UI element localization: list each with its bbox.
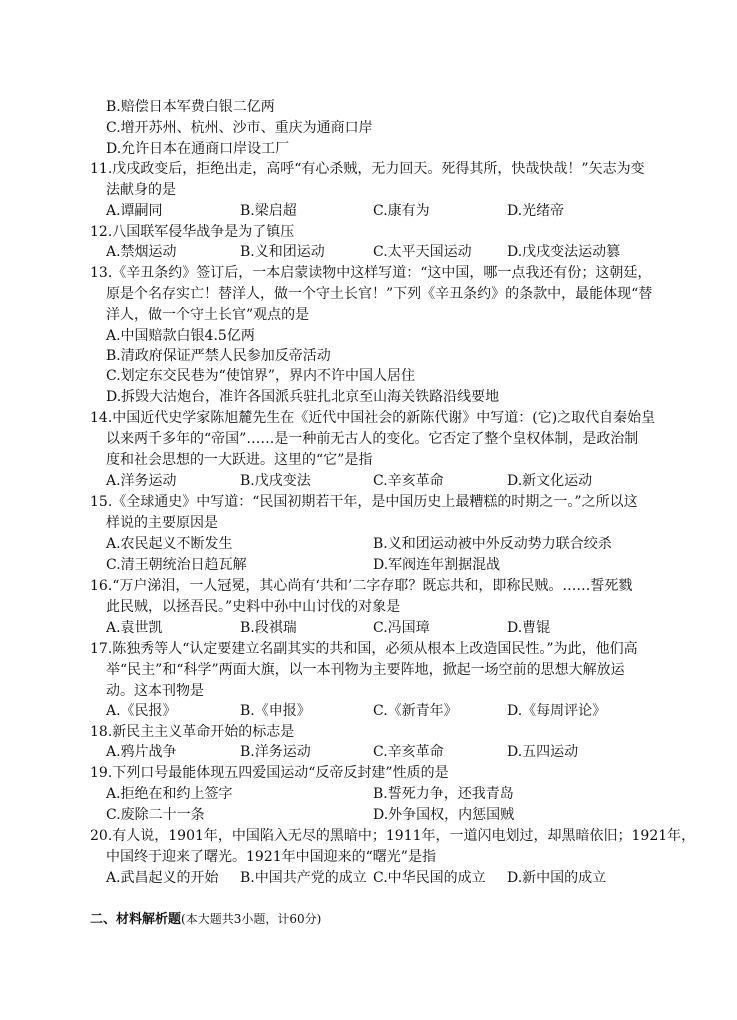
question-14-option-c: C.辛亥革命 [373, 473, 444, 489]
prev-option-d: D.允许日本在通商口岸设工厂 [106, 141, 290, 157]
question-13-option-c: C.划定东交民巷为“使馆界”，界内不许中国人居住 [106, 368, 415, 384]
question-18-line-1: 18.新民主主义革命开始的标志是 [90, 724, 295, 740]
question-15-option-b: B.义和团运动被中外反动势力联合绞杀 [373, 536, 612, 552]
question-12-option-a: A.禁烟运动 [106, 244, 177, 260]
question-18-option-b: B.洋务运动 [240, 744, 311, 760]
question-12-option-c: C.太平天国运动 [373, 244, 472, 260]
section-2-note: (本大题共3小题，计60分) [181, 912, 322, 926]
question-20-option-c: C.中华民国的成立 [373, 870, 486, 886]
question-17-option-b: B.《申报》 [240, 703, 311, 719]
question-15-line-1: 15.《全球通史》中写道：“民国初期若干年，是中国历史上最糟糕的时期之一。”之所以这 [90, 494, 638, 510]
question-12-option-d: D.戊戌变法运动篡 [507, 244, 621, 260]
question-14-line-1: 14.中国近代史学家陈旭麓先生在《近代中国社会的新陈代谢》中写道：(它)之取代自秦始皇 [90, 410, 656, 426]
question-13-line-1: 13.《辛丑条约》签订后，一本启蒙读物中这样写道：“这中国，哪一点我还有份；这朝廷， [90, 265, 652, 281]
section-2-heading [90, 908, 321, 927]
question-19-option-b: B.誓死力争，还我青岛 [373, 786, 514, 802]
question-15-option-c: C.清王朝统治日趋瓦解 [106, 557, 247, 573]
question-14-option-a: A.洋务运动 [106, 473, 177, 489]
question-12-line-1: 12.八国联军侵华战争是为了镇压 [90, 224, 295, 240]
question-13-line-3: 洋人，做一个守土长官”观点的是 [106, 307, 310, 323]
question-11-option-a: A.谭嗣同 [106, 203, 163, 219]
question-11-line-2: 法献身的是 [106, 182, 176, 198]
question-16-option-a: A.袁世凯 [106, 620, 163, 636]
question-14-option-b: B.戊戌变法 [240, 473, 311, 489]
question-13-line-2: 原是个名存实亡！替洋人，做一个守土长官！”下列《辛丑条约》的条款中，最能体现“替 [106, 286, 653, 302]
question-18-option-d: D.五四运动 [507, 744, 579, 760]
question-13-option-b: B.清政府保证严禁人民参加反帝活动 [106, 348, 331, 364]
question-15-option-a: A.农民起义不断发生 [106, 536, 233, 552]
question-11-option-b: B.梁启超 [240, 203, 297, 219]
question-17-line-3: 动。这本刊物是 [106, 683, 204, 699]
question-20-option-d: D.新中国的成立 [507, 870, 607, 886]
prev-option-c: C.增开苏州、杭州、沙市、重庆为通商口岸 [106, 120, 373, 136]
question-14-line-3: 度和社会思想的一大跃进。这里的“它”是指 [106, 452, 373, 468]
question-19-option-a: A.拒绝在和约上签字 [106, 786, 233, 802]
prev-option-b: B.赔偿日本军费白银二亿两 [106, 99, 275, 115]
question-11-option-d: D.光绪帝 [507, 203, 565, 219]
question-20-line-2: 中国终于迎来了曙光。1921年中国迎来的“曙光”是指 [106, 849, 436, 865]
question-13-option-d: D.拆毁大沽炮台，准许各国派兵驻扎北京至山海关铁路沿线要地 [106, 389, 500, 405]
question-17-option-a: A.《民报》 [106, 703, 177, 719]
question-14-option-d: D.新文化运动 [507, 473, 593, 489]
question-16-option-c: C.冯国璋 [373, 620, 430, 636]
section-2-title: 二、材料解析题 [90, 912, 182, 927]
question-16-option-d: D.曹锟 [507, 620, 551, 636]
question-18-option-c: C.辛亥革命 [373, 744, 444, 760]
question-20-option-a: A.武昌起义的开始 [106, 870, 219, 886]
question-15-option-d: D.军阀连年割据混战 [373, 557, 501, 573]
question-11-line-1: 11.戊戌政变后，拒绝出走，高呼“有心杀贼，无力回天。死得其所，快哉快哉！”矢志为变 [90, 161, 645, 177]
question-15-line-2: 样说的主要原因是 [106, 515, 218, 531]
question-13-option-a: A.中国赔款白银4.5亿两 [106, 328, 255, 344]
question-19-option-c: C.废除二十一条 [106, 807, 205, 823]
question-18-option-a: A.鸦片战争 [106, 744, 177, 760]
question-19-line-1: 19.下列口号最能体现五四爱国运动“反帝反封建”性质的是 [90, 765, 449, 781]
question-12-option-b: B.义和团运动 [240, 244, 325, 260]
question-20-option-b: B.中国共产党的成立 [240, 870, 367, 886]
question-17-line-1: 17.陈独秀等人“认定要建立名副其实的共和国，必须从根本上改造国民性。”为此，他们高 [90, 641, 638, 657]
question-20-line-1: 20.有人说，1901年，中国陷入无尽的黑暗中；1911年，一道闪电划过，却黑暗依旧；1921年， [90, 828, 696, 844]
question-16-line-1: 16.“万户涕泪，一人冠冕，其心尚有‘共和’二字存耶？既忘共和，即称民贼。……誓死戮 [90, 578, 633, 594]
question-17-option-c: C.《新青年》 [373, 703, 458, 719]
question-14-line-2: 以来两千多年的“帝国”……是一种前无古人的变化。它否定了整个皇权体制，是政治制 [106, 431, 639, 447]
question-19-option-d: D.外争国权，内惩国贼 [373, 807, 515, 823]
question-11-option-c: C.康有为 [373, 203, 430, 219]
question-16-line-2: 此民贼，以拯吾民。”史料中孙中山讨伐的对象是 [106, 599, 401, 615]
question-17-option-d: D.《每周评论》 [507, 703, 607, 719]
question-16-option-b: B.段祺瑞 [240, 620, 297, 636]
question-17-line-2: 举“民主”和“科学”两面大旗，以一本刊物为主要阵地，掀起一场空前的思想大解放运 [106, 662, 625, 678]
